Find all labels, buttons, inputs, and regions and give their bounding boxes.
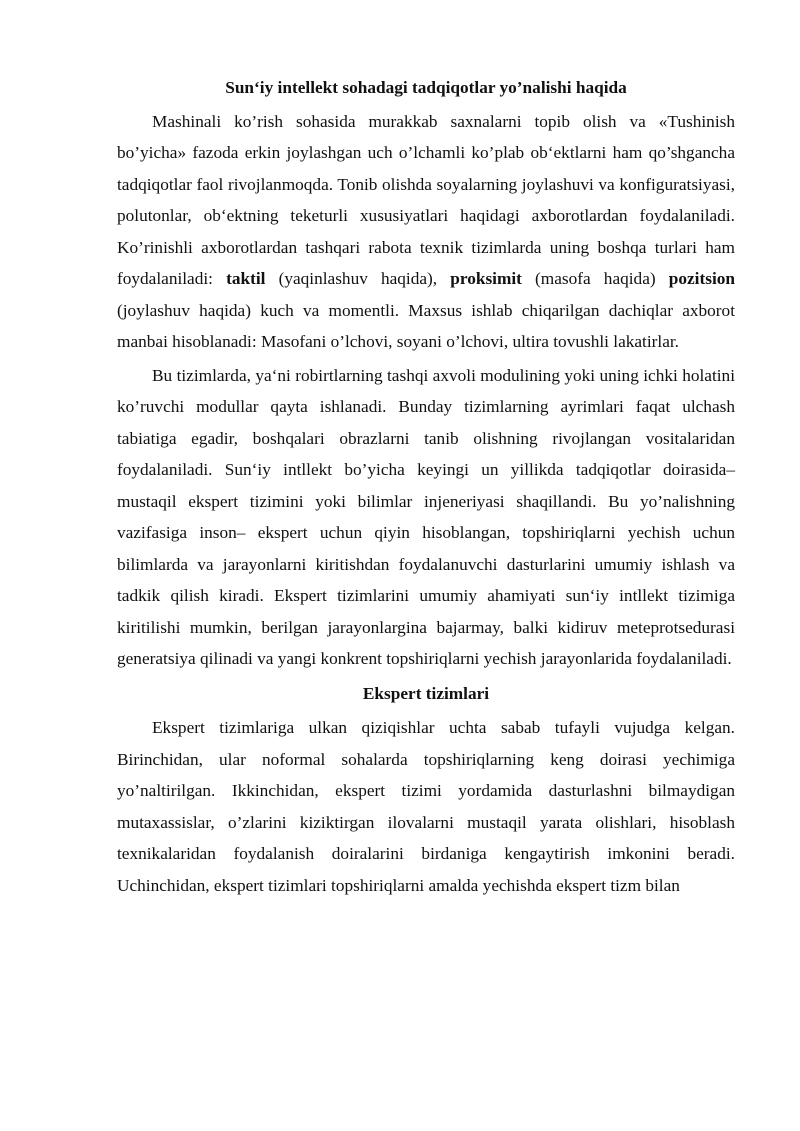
paragraph-text: (yaqinlashuv haqida), bbox=[265, 269, 451, 288]
paragraph-machine-vision bbox=[117, 106, 735, 358]
paragraph-text: (masofa haqida) bbox=[521, 269, 669, 288]
paragraph-text: Mashinali ko’rish sohasida murakkab saxnalarni topib olish va «Tushinish bo’yicha» fazoda erkin joylashgan uch o’lchamli ko’plab ob‘ektlarni ham qo’shgancha tadqiqotlar faol rivojlanmoqda. Tonib olishda soyalarning joylashuvi va konfiguratsiyasi, polutonlar, ob‘ektning teketurli xususiyatlari haqidagi axborotlardan foydalaniladi. Ko’rinishli axborotlardan tashqari rabota texnik tizimlarda uning boshqa turlari ham foydalaniladi: bbox=[117, 111, 735, 288]
paragraph-expert-systems: Ekspert tizimlariga ulkan qiziqishlar uchta sabab tufayli vujudga kelgan. Birinchidan, ular noformal sohalarda topshiriqlarning keng doirasi yechimiga yo’naltirilgan. Ikkinchidan, ekspert tizimi yordamida dasturlashni bilmaydigan mutaxassislar, o’zlarini kiziktirgan ilovalarni mustaqil yarata olishlari, hisoblash texnikalaridan foydalanish doiralarini birdaniga kengaytirish imkonini beradi. Uchinchidan, ekspert tizimlari topshiriqlarni amalda yechishda ekspert tizm bilan bbox=[117, 718, 735, 895]
section-heading-expert-systems: Ekspert tizimlari bbox=[362, 683, 490, 703]
document-page bbox=[117, 72, 735, 901]
paragraph-text: (joylashuv haqida) kuch va momentli. Maxsus ishlab chiqarilgan dachiqlar axborot manbai hisoblanadi: Masofani o’lchovi, soyani o’lchovi, ultira tovushli lakatirlar. bbox=[117, 300, 735, 351]
term-pozitsion: pozitsion bbox=[668, 269, 736, 288]
paragraph-robot-systems: Bu tizimlarda, ya‘ni robirtlarning tashqi axvoli modulining yoki uning ichki holatini ko’ruvchi modullar qayta ishlanadi. Bunday tizimlarning ayrimlari faqat ulchash tabiatiga egadir, boshqalari obrazlarni tanib olishning rivojlangan vositalaridan foydalaniladi. Sun‘iy intllekt bo’yicha keyingi un yillikda tadqiqotlar doirasida– mustaqil ekspert tizimini yoki bilimlar injeneriyasi shaqillandi. Bu yo’nalishning vazifasiga inson– ekspert uchun qiyin hisoblangan, topshiriqlarni yechish uchun bilimlarda va jarayonlarni kiritishdan foydalanuvchi dasturlarini umumiy ishlash va tadkik qilish kiradi. Ekspert tizimlarini umumiy ahamiyati sun‘iy intllekt tizimiga kiritilishi mumkin, berilgan jarayonlargina bajarmay, balki kidiruv meteprotsedurasi generatsiya qilinadi va yangi konkrent topshiriqlarni yechish jarayonlarida foydalaniladi. bbox=[117, 365, 735, 668]
term-taktil: taktil bbox=[226, 269, 266, 288]
document-title: Sun‘iy intellekt sohadagi tadqiqotlar yo’nalishi haqida bbox=[225, 78, 627, 97]
term-proksimit: proksimit bbox=[450, 269, 522, 288]
